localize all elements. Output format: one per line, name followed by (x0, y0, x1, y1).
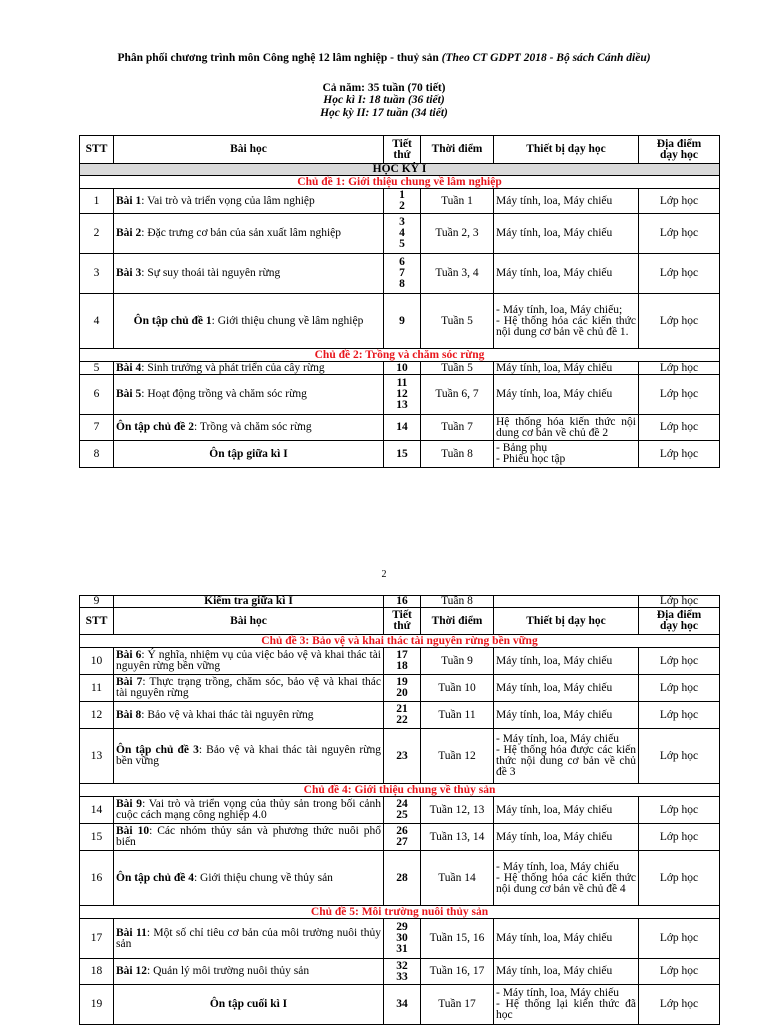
lesson-label: Bài 9 (116, 798, 143, 810)
lesson-title: : Ý nghĩa, nhiệm vụ của việc bảo vệ và khai thác tài nguyên rừng bền vững (116, 649, 381, 672)
table-header-row (80, 608, 720, 635)
equipment-line: Máy tính, loa, Máy chiếu (496, 932, 613, 944)
period-number: 27 (396, 836, 408, 848)
lesson-title: : Sự suy thoái tài nguyên rừng (141, 267, 281, 279)
header-stt: STT (80, 136, 114, 164)
equipment-line: - Máy tính, loa, Máy chiếu (496, 987, 619, 999)
cell-period (384, 254, 421, 294)
equipment-line: - Phiếu học tập (496, 453, 566, 465)
period-number: 6 (399, 256, 405, 268)
equipment-line: - Hệ thống hóa các kiến thức nội dung cơ bản về chủ đề 1. (496, 314, 636, 338)
cell-time: Tuần 1 (421, 189, 494, 214)
table-body (80, 362, 720, 468)
cell-lesson (114, 985, 384, 1025)
period-number: 31 (396, 943, 408, 955)
header-place: Địa điểm dạy học (639, 136, 720, 164)
cell-lesson (114, 214, 384, 254)
cell-stt: 11 (80, 675, 114, 702)
lesson-label: Bài 2 (116, 227, 142, 239)
period-number: 18 (396, 660, 408, 672)
lesson-title: : Một số chỉ tiêu cơ bản của môi trường nuôi thủy sản (116, 926, 381, 950)
cell-place: Lớp học (639, 851, 720, 906)
period-number: 4 (399, 227, 405, 239)
lesson-label: Bài 7 (116, 676, 143, 688)
cell-lesson (114, 375, 384, 415)
cell-place: Lớp học (639, 985, 720, 1025)
equipment-line: - Bảng phụ (496, 442, 548, 454)
cell-period (384, 441, 421, 468)
cell-period (384, 851, 421, 906)
period-number: 28 (396, 871, 408, 884)
cell-place: Lớp học (639, 919, 720, 959)
period-number: 33 (396, 970, 408, 983)
cell-stt: 5 (80, 362, 114, 375)
year-summary: Cả năm: 35 tuần (70 tiết) (322, 82, 446, 94)
lesson-title: : Các nhóm thủy sản và phương thức nuôi phổ biến (116, 825, 381, 848)
period-number: 20 (396, 687, 408, 699)
cell-stt: 10 (80, 648, 114, 675)
cell-place: Lớp học (639, 441, 720, 468)
cell-period (384, 362, 421, 375)
lesson-title: : Vai trò và triển vọng của thủy sản trong bối cảnh cuộc cách mạng công nghiệp 4.0 (116, 798, 381, 821)
table-row (80, 851, 720, 906)
table-row (80, 985, 720, 1025)
equipment-line: - Máy tính, loa, Máy chiếu (496, 733, 619, 745)
cell-stt: 13 (80, 729, 114, 784)
cell-stt: 2 (80, 214, 114, 254)
period-number: 14 (396, 421, 408, 433)
cell-lesson (114, 441, 384, 468)
table-row (80, 214, 720, 254)
lesson-label: Bài 11 (116, 926, 147, 939)
cell-place: Lớp học (639, 596, 720, 608)
header-lesson: Bài học (114, 136, 384, 164)
table-row (80, 441, 720, 468)
cell-lesson (114, 729, 384, 784)
header-stt: STT (80, 608, 114, 635)
period-number: 34 (396, 998, 408, 1010)
cell-time: Tuần 17 (421, 985, 494, 1025)
semester-1-summary: Học kì I: 18 tuần (36 tiết) (323, 94, 445, 106)
table-row (80, 729, 720, 784)
cell-lesson (114, 851, 384, 906)
cell-time: Tuần 13, 14 (421, 824, 494, 851)
document-title (0, 52, 768, 64)
cell-stt: 7 (80, 415, 114, 441)
period-number: 15 (396, 447, 408, 460)
lesson-title: : Vai trò và triển vọng của lâm nghiệp (141, 194, 315, 207)
cell-equipment (494, 254, 639, 294)
equipment-line: Máy tính, loa, Máy chiếu (496, 361, 613, 374)
equipment-line: Máy tính, loa, Máy chiếu (496, 681, 613, 694)
lesson-title: : Thực trạng trồng, chăm sóc, bảo vệ và khai thác tài nguyên rừng (116, 676, 381, 699)
cell-place: Lớp học (639, 824, 720, 851)
lesson-label: Ôn tập cuối kì I (209, 998, 288, 1010)
cell-time: Tuần 7 (421, 415, 494, 441)
topic-heading: Chủ đề 4: Giới thiệu chung về thủy sản (80, 784, 720, 797)
period-number: 13 (396, 399, 408, 411)
cell-equipment (494, 985, 639, 1025)
cell-equipment (494, 415, 639, 441)
lesson-label: Bài 3 (116, 267, 142, 279)
cell-place: Lớp học (639, 254, 720, 294)
cell-equipment (494, 362, 639, 375)
table-row (80, 375, 720, 415)
cell-lesson (114, 362, 384, 375)
period-number: 21 (396, 703, 408, 715)
cell-place: Lớp học (639, 214, 720, 254)
cell-period (384, 985, 421, 1025)
table-row (80, 189, 720, 214)
cell-equipment (494, 648, 639, 675)
cell-period (384, 919, 421, 959)
cell-period (384, 729, 421, 784)
cell-stt: 16 (80, 851, 114, 906)
table-row (80, 648, 720, 675)
cell-lesson (114, 415, 384, 441)
period-number: 1 (399, 189, 405, 201)
cell-place: Lớp học (639, 702, 720, 729)
lesson-label: Ôn tập chủ đề 1 (133, 314, 212, 327)
semester-2-summary: Học kỳ II: 17 tuần (34 tiết) (320, 107, 448, 119)
table-row (80, 797, 720, 824)
equipment-line: Hệ thống hóa kiến thức nội dung cơ bản về chủ đề 2 (496, 415, 636, 439)
cell-period (384, 294, 421, 349)
cell-equipment (494, 375, 639, 415)
cell-period (384, 214, 421, 254)
semester-heading: HỌC KỲ I (80, 164, 720, 176)
cell-time: Tuần 3, 4 (421, 254, 494, 294)
cell-period (384, 375, 421, 415)
period-number: 9 (399, 314, 405, 327)
cell-place: Lớp học (639, 415, 720, 441)
period-number: 2 (399, 200, 405, 212)
cell-stt: 6 (80, 375, 114, 415)
cell-period (384, 824, 421, 851)
period-number: 32 (396, 959, 408, 972)
period-number: 25 (396, 809, 408, 821)
lesson-label: Ôn tập chủ đề 2 (116, 421, 194, 433)
cell-time: Tuần 16, 17 (421, 959, 494, 985)
schedule-table-1 (79, 135, 720, 468)
equipment-line: - Máy tính, loa, Máy chiếu; (496, 303, 623, 316)
equipment-line: - Hệ thống hóa các kiến thức nội dung cơ bản về chủ đề 4 (496, 871, 636, 895)
equipment-line: Máy tính, loa, Máy chiếu (496, 267, 613, 279)
lesson-title: : Giới thiệu chung về lâm nghiệp (211, 314, 364, 327)
header-time: Thời điểm (421, 608, 494, 635)
cell-time: Tuần 9 (421, 648, 494, 675)
cell-lesson (114, 675, 384, 702)
cell-period (384, 959, 421, 985)
cell-equipment (494, 851, 639, 906)
period-number: 7 (399, 267, 405, 279)
equipment-line: Máy tính, loa, Máy chiếu (496, 965, 613, 977)
cell-equipment (494, 919, 639, 959)
period-number: 17 (396, 649, 408, 661)
lesson-title: : Trồng và chăm sóc rừng (193, 421, 312, 433)
table-row (80, 596, 720, 608)
table-row (80, 294, 720, 349)
lesson-label: Ôn tập giữa kì I (209, 447, 288, 460)
cell-stt: 14 (80, 797, 114, 824)
cell-period (384, 797, 421, 824)
lesson-label: Bài 1 (116, 194, 142, 207)
cell-equipment (494, 702, 639, 729)
cell-stt: 15 (80, 824, 114, 851)
table-row (80, 702, 720, 729)
topic-heading: Chủ đề 2: Trồng và chăm sóc rừng (80, 349, 720, 362)
header-equipment: Thiết bị dạy học (494, 608, 639, 635)
cell-period (384, 702, 421, 729)
lesson-label: Ôn tập chủ đề 3 (116, 744, 199, 756)
period-number: 24 (396, 798, 408, 810)
cell-equipment (494, 729, 639, 784)
cell-equipment (494, 294, 639, 349)
cell-equipment (494, 214, 639, 254)
cell-period (384, 415, 421, 441)
period-number: 12 (396, 388, 408, 400)
equipment-line: Máy tính, loa, Máy chiếu (496, 194, 613, 207)
table-body (80, 919, 720, 1025)
cell-time: Tuần 15, 16 (421, 919, 494, 959)
cell-stt: 3 (80, 254, 114, 294)
period-number: 29 (396, 921, 408, 933)
header-period: Tiết thứ (384, 608, 421, 635)
cell-time: Tuần 10 (421, 675, 494, 702)
lesson-label: Bài 5 (116, 388, 142, 400)
header-time: Thời điểm (421, 136, 494, 164)
cell-lesson (114, 797, 384, 824)
lesson-title: : Đặc trưng cơ bản của sản xuất lâm nghiệp (141, 227, 342, 239)
cell-stt: 1 (80, 189, 114, 214)
table-header-row (80, 136, 720, 164)
lesson-label: Bài 6 (116, 649, 142, 661)
cell-period: 16 (384, 596, 421, 608)
header-place: Địa điểm dạy học (639, 608, 720, 635)
period-number: 3 (399, 216, 405, 228)
table-body (80, 189, 720, 349)
header-period: Tiết thứ (384, 136, 421, 164)
cell-time: Tuần 5 (421, 294, 494, 349)
cell-time: Tuần 2, 3 (421, 214, 494, 254)
cell-place: Lớp học (639, 729, 720, 784)
table-row (80, 824, 720, 851)
table-row (80, 362, 720, 375)
topic-heading: Chủ đề 5: Môi trường nuôi thủy sản (80, 906, 720, 919)
cell-stt: 18 (80, 959, 114, 985)
topic-heading: Chủ đề 3: Bảo vệ và khai thác tài nguyên rừng bền vững (80, 635, 720, 648)
lesson-title: : Hoạt động trồng và chăm sóc rừng (141, 388, 307, 400)
cell-place: Lớp học (639, 959, 720, 985)
header-equipment: Thiết bị dạy học (494, 136, 639, 164)
table-row (80, 675, 720, 702)
lesson-title: : Bảo vệ và khai thác tài nguyên rừng (141, 708, 314, 721)
header-lesson: Bài học (114, 608, 384, 635)
cell-time: Tuần 8 (421, 596, 494, 608)
period-number: 22 (396, 714, 408, 726)
table-row (80, 959, 720, 985)
cell-time: Tuần 6, 7 (421, 375, 494, 415)
equipment-line: Máy tính, loa, Máy chiếu (496, 708, 613, 721)
lesson-label: Bài 10 (116, 825, 150, 837)
cell-time: Tuần 8 (421, 441, 494, 468)
topic-heading: Chủ đề 1: Giới thiệu chung về lâm nghiệp (80, 176, 720, 189)
cell-period (384, 189, 421, 214)
period-number: 5 (399, 238, 405, 250)
period-number: 23 (396, 749, 408, 762)
period-number: 11 (396, 377, 408, 389)
cell-lesson (114, 702, 384, 729)
cell-time: Tuần 5 (421, 362, 494, 375)
cell-equipment (494, 441, 639, 468)
equipment-line: Máy tính, loa, Máy chiếu (496, 654, 613, 667)
title-main: Phân phối chương trình môn Công nghệ 12 lâm nghiệp - thuỷ sản (117, 52, 442, 64)
lesson-title: : Giới thiệu chung về thủy sản (193, 871, 333, 884)
equipment-line: - Hệ thống hóa được các kiến thức nội dung cơ bản về chủ đề 3 (496, 744, 636, 778)
cell-lesson (114, 294, 384, 349)
cell-place: Lớp học (639, 648, 720, 675)
cell-equipment (494, 824, 639, 851)
equipment-line: Máy tính, loa, Máy chiếu (496, 227, 613, 239)
cell-equipment (494, 596, 639, 608)
cell-place: Lớp học (639, 362, 720, 375)
table-body (80, 648, 720, 784)
cell-place: Lớp học (639, 797, 720, 824)
cell-time: Tuần 12 (421, 729, 494, 784)
title-source: (Theo CT GDPT 2018 - Bộ sách Cánh diều) (441, 52, 651, 64)
schedule-table-2 (79, 595, 720, 1025)
cell-period (384, 648, 421, 675)
cell-stt: 4 (80, 294, 114, 349)
equipment-line: - Hệ thống lại kiến thức đã học (496, 998, 636, 1021)
cell-stt: 9 (80, 596, 114, 608)
cell-lesson (114, 189, 384, 214)
cell-place: Lớp học (639, 294, 720, 349)
cell-lesson (114, 648, 384, 675)
cell-lesson (114, 959, 384, 985)
cell-equipment (494, 189, 639, 214)
equipment-line: - Máy tính, loa, Máy chiếu (496, 860, 619, 873)
cell-equipment (494, 959, 639, 985)
cell-stt: 8 (80, 441, 114, 468)
cell-place: Lớp học (639, 189, 720, 214)
lesson-label: Ôn tập chủ đề 4 (116, 871, 194, 884)
cell-time: Tuần 11 (421, 702, 494, 729)
period-number: 26 (396, 825, 408, 837)
cell-time: Tuần 14 (421, 851, 494, 906)
cell-stt: 19 (80, 985, 114, 1025)
period-number: 10 (396, 361, 408, 374)
cell-lesson (114, 824, 384, 851)
cell-lesson: Kiểm tra giữa kì I (114, 596, 384, 608)
cell-lesson (114, 919, 384, 959)
cell-lesson (114, 254, 384, 294)
lesson-title: : Quản lý môi trường nuôi thủy sản (147, 965, 310, 977)
table-row (80, 415, 720, 441)
lesson-label: Bài 4 (116, 361, 142, 374)
cell-time: Tuần 12, 13 (421, 797, 494, 824)
cell-stt: 12 (80, 702, 114, 729)
lesson-label: Bài 8 (116, 708, 142, 721)
page-number: 2 (381, 569, 387, 580)
lesson-title: : Sinh trưởng và phát triển của cây rừng (141, 361, 325, 374)
cell-stt: 17 (80, 919, 114, 959)
table-row (80, 254, 720, 294)
cell-equipment (494, 675, 639, 702)
cell-place: Lớp học (639, 375, 720, 415)
period-number: 8 (399, 278, 405, 290)
table-row (80, 919, 720, 959)
cell-place: Lớp học (639, 675, 720, 702)
lesson-label: Bài 12 (116, 965, 147, 977)
cell-period (384, 675, 421, 702)
equipment-line: Máy tính, loa, Máy chiếu (496, 830, 613, 843)
equipment-line: Máy tính, loa, Máy chiếu (496, 803, 613, 816)
equipment-line: Máy tính, loa, Máy chiếu (496, 388, 613, 400)
lesson-title: : Bảo vệ và khai thác tài nguyên rừng bền vững (116, 744, 381, 767)
cell-equipment (494, 797, 639, 824)
period-number: 19 (396, 676, 408, 688)
table-body (80, 797, 720, 906)
period-number: 30 (396, 932, 408, 944)
